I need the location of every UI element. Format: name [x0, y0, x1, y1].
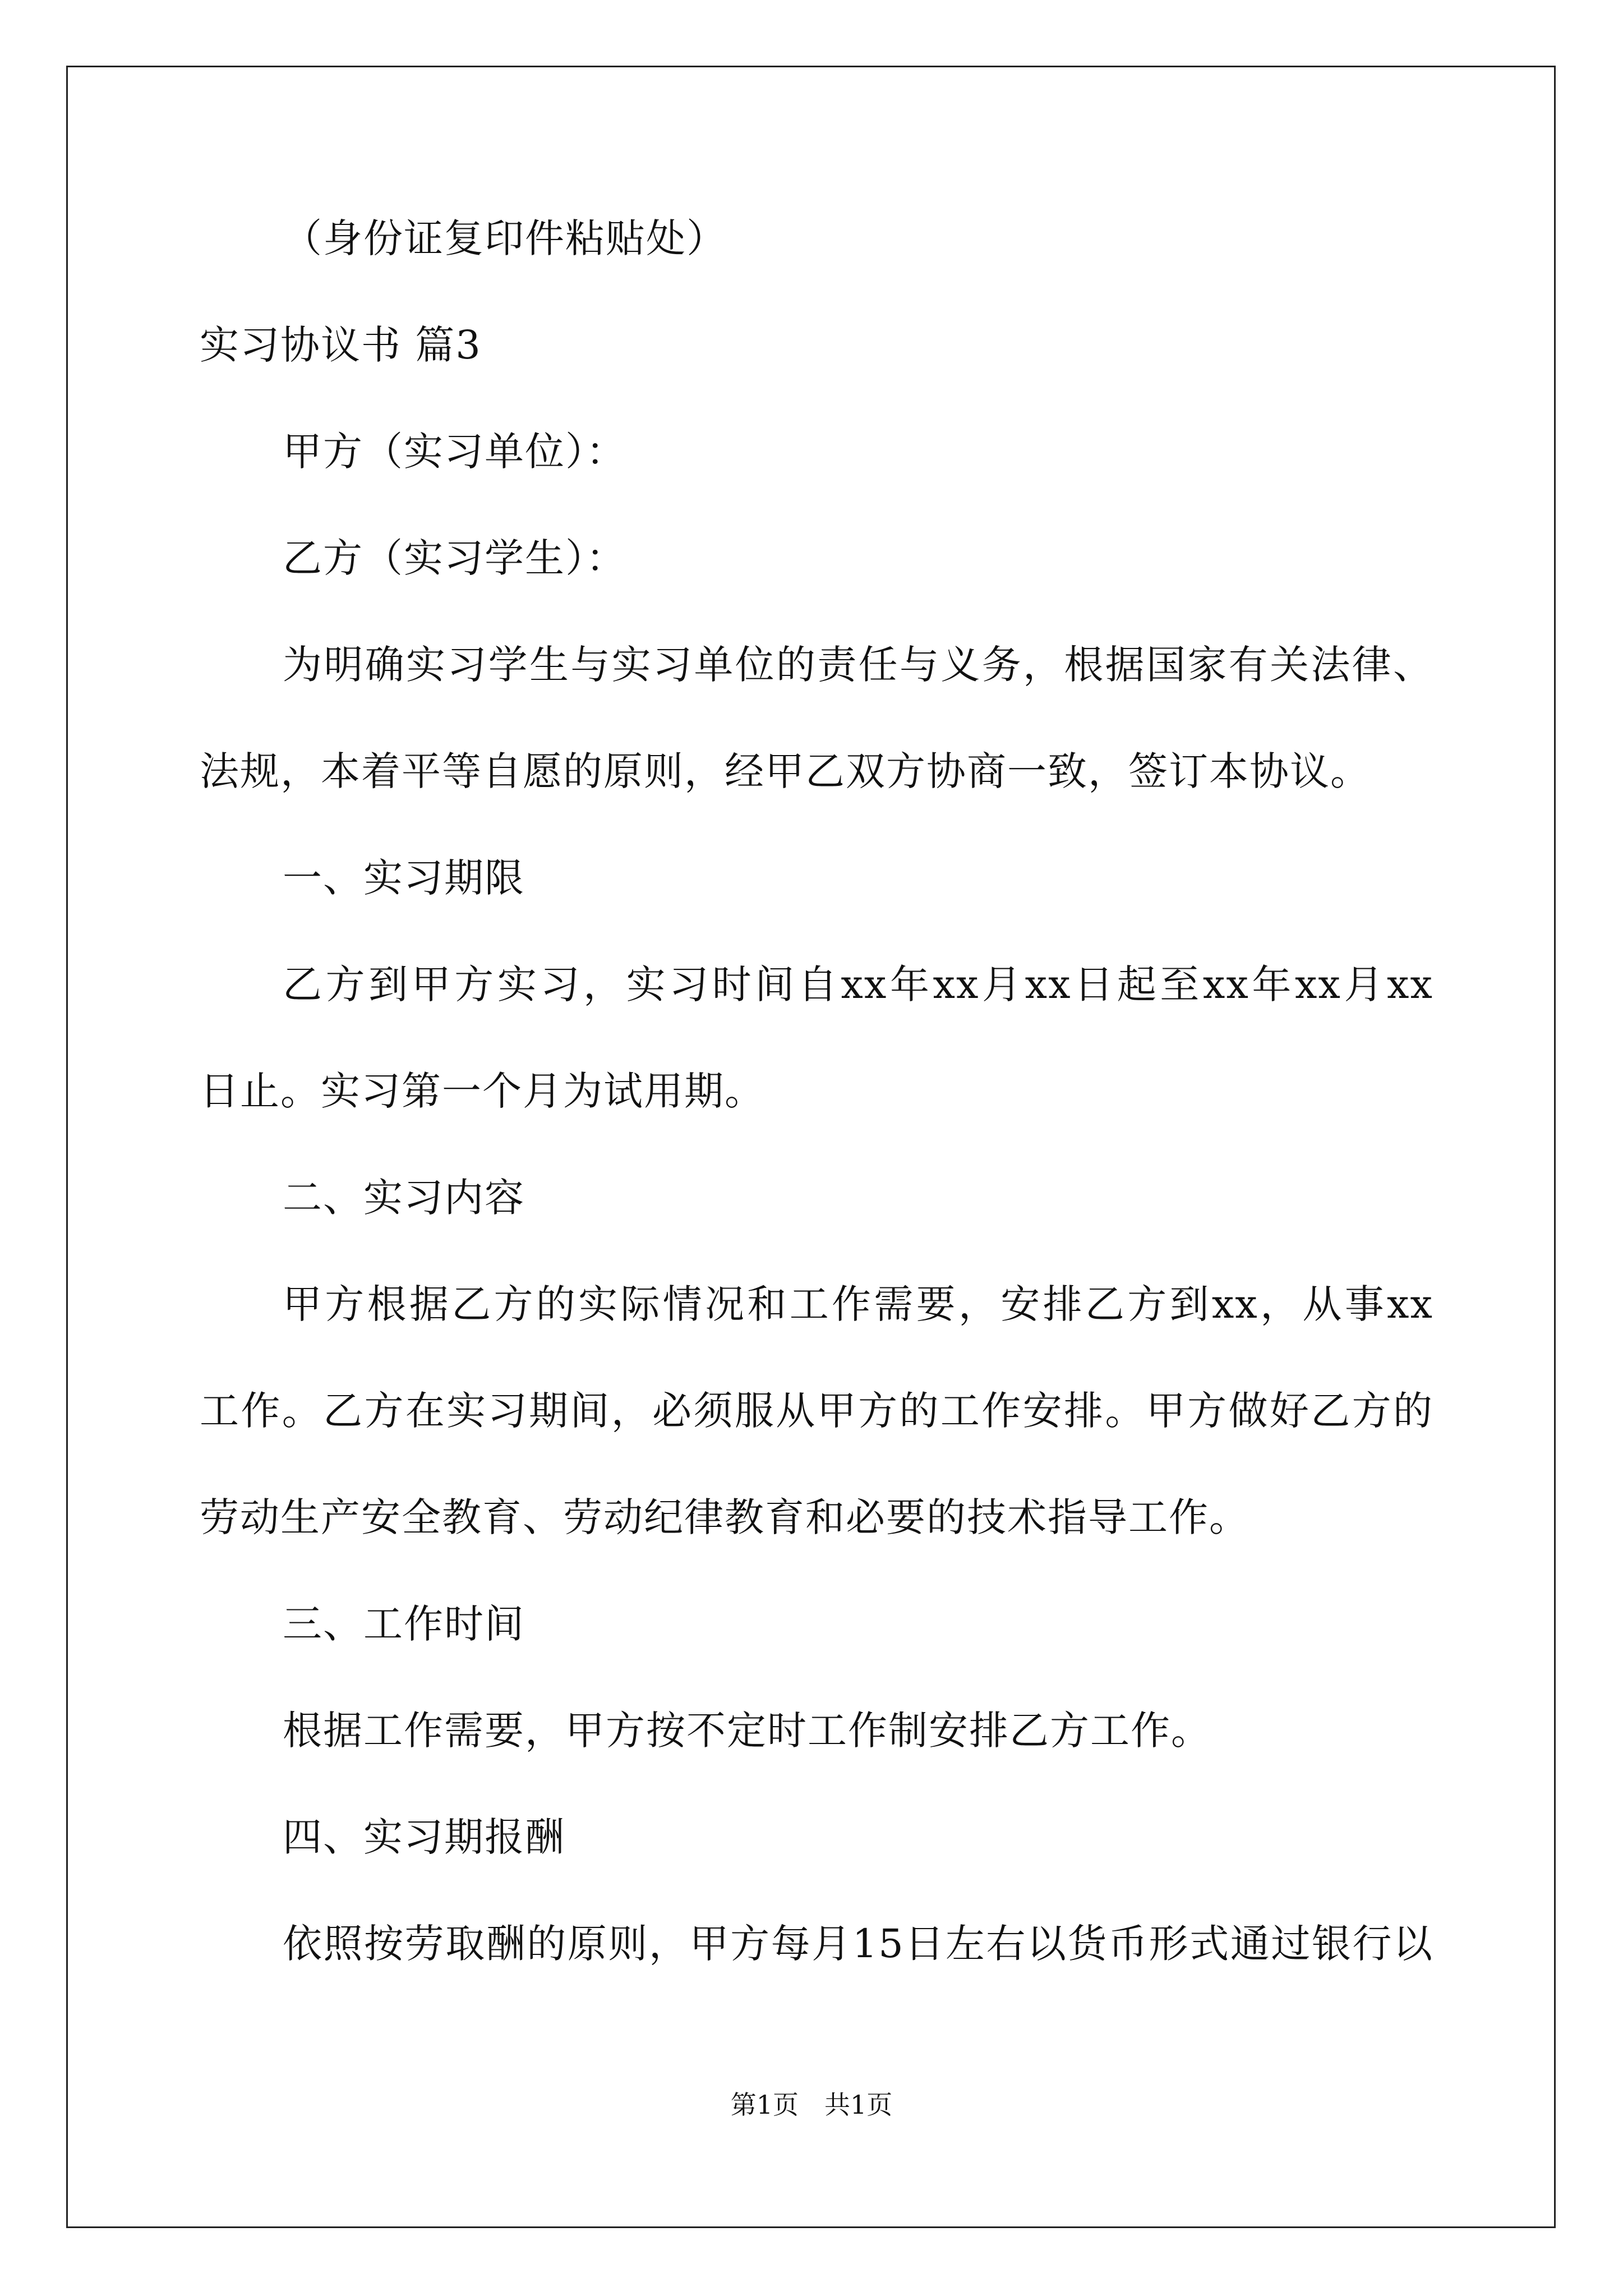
- paragraph-line: 日止。实习第一个月为试用期。: [200, 1068, 765, 1114]
- paragraph-line: 甲方根据乙方的实际情况和工作需要，安排乙方到xx，从事xx: [283, 1281, 1433, 1327]
- section-heading: 四、实习期报酬: [283, 1814, 565, 1860]
- id-copy-placeholder: （身份证复印件粘贴处）: [283, 215, 727, 261]
- party-b-line: 乙方（实习学生）：: [283, 535, 626, 581]
- party-a-line: 甲方（实习单位）：: [283, 429, 626, 475]
- page-border: [66, 66, 1556, 2228]
- section-heading: 三、工作时间: [283, 1601, 525, 1647]
- paragraph-line: 乙方到甲方实习，实习时间自xx年xx月xx日起至xx年xx月xx: [283, 961, 1433, 1007]
- page-footer: 第1页 共1页: [730, 2090, 893, 2120]
- intro-paragraph-line: 法规，本着平等自愿的原则，经甲乙双方协商一致，签订本协议。: [200, 748, 1371, 794]
- paragraph-line: 根据工作需要，甲方按不定时工作制安排乙方工作。: [283, 1708, 1211, 1754]
- paragraph-line: 劳动生产安全教育、劳动纪律教育和必要的技术指导工作。: [200, 1494, 1249, 1540]
- section-heading: 二、实习内容: [283, 1175, 525, 1221]
- paragraph-line: 工作。乙方在实习期间，必须服从甲方的工作安排。甲方做好乙方的: [200, 1388, 1433, 1434]
- intro-paragraph-line: 为明确实习学生与实习单位的责任与义务，根据国家有关法律、: [283, 642, 1433, 688]
- document-title: 实习协议书 篇3: [200, 322, 482, 368]
- paragraph-line: 依照按劳取酬的原则，甲方每月15日左右以货币形式通过银行以: [283, 1921, 1433, 1967]
- section-heading: 一、实习期限: [283, 855, 525, 901]
